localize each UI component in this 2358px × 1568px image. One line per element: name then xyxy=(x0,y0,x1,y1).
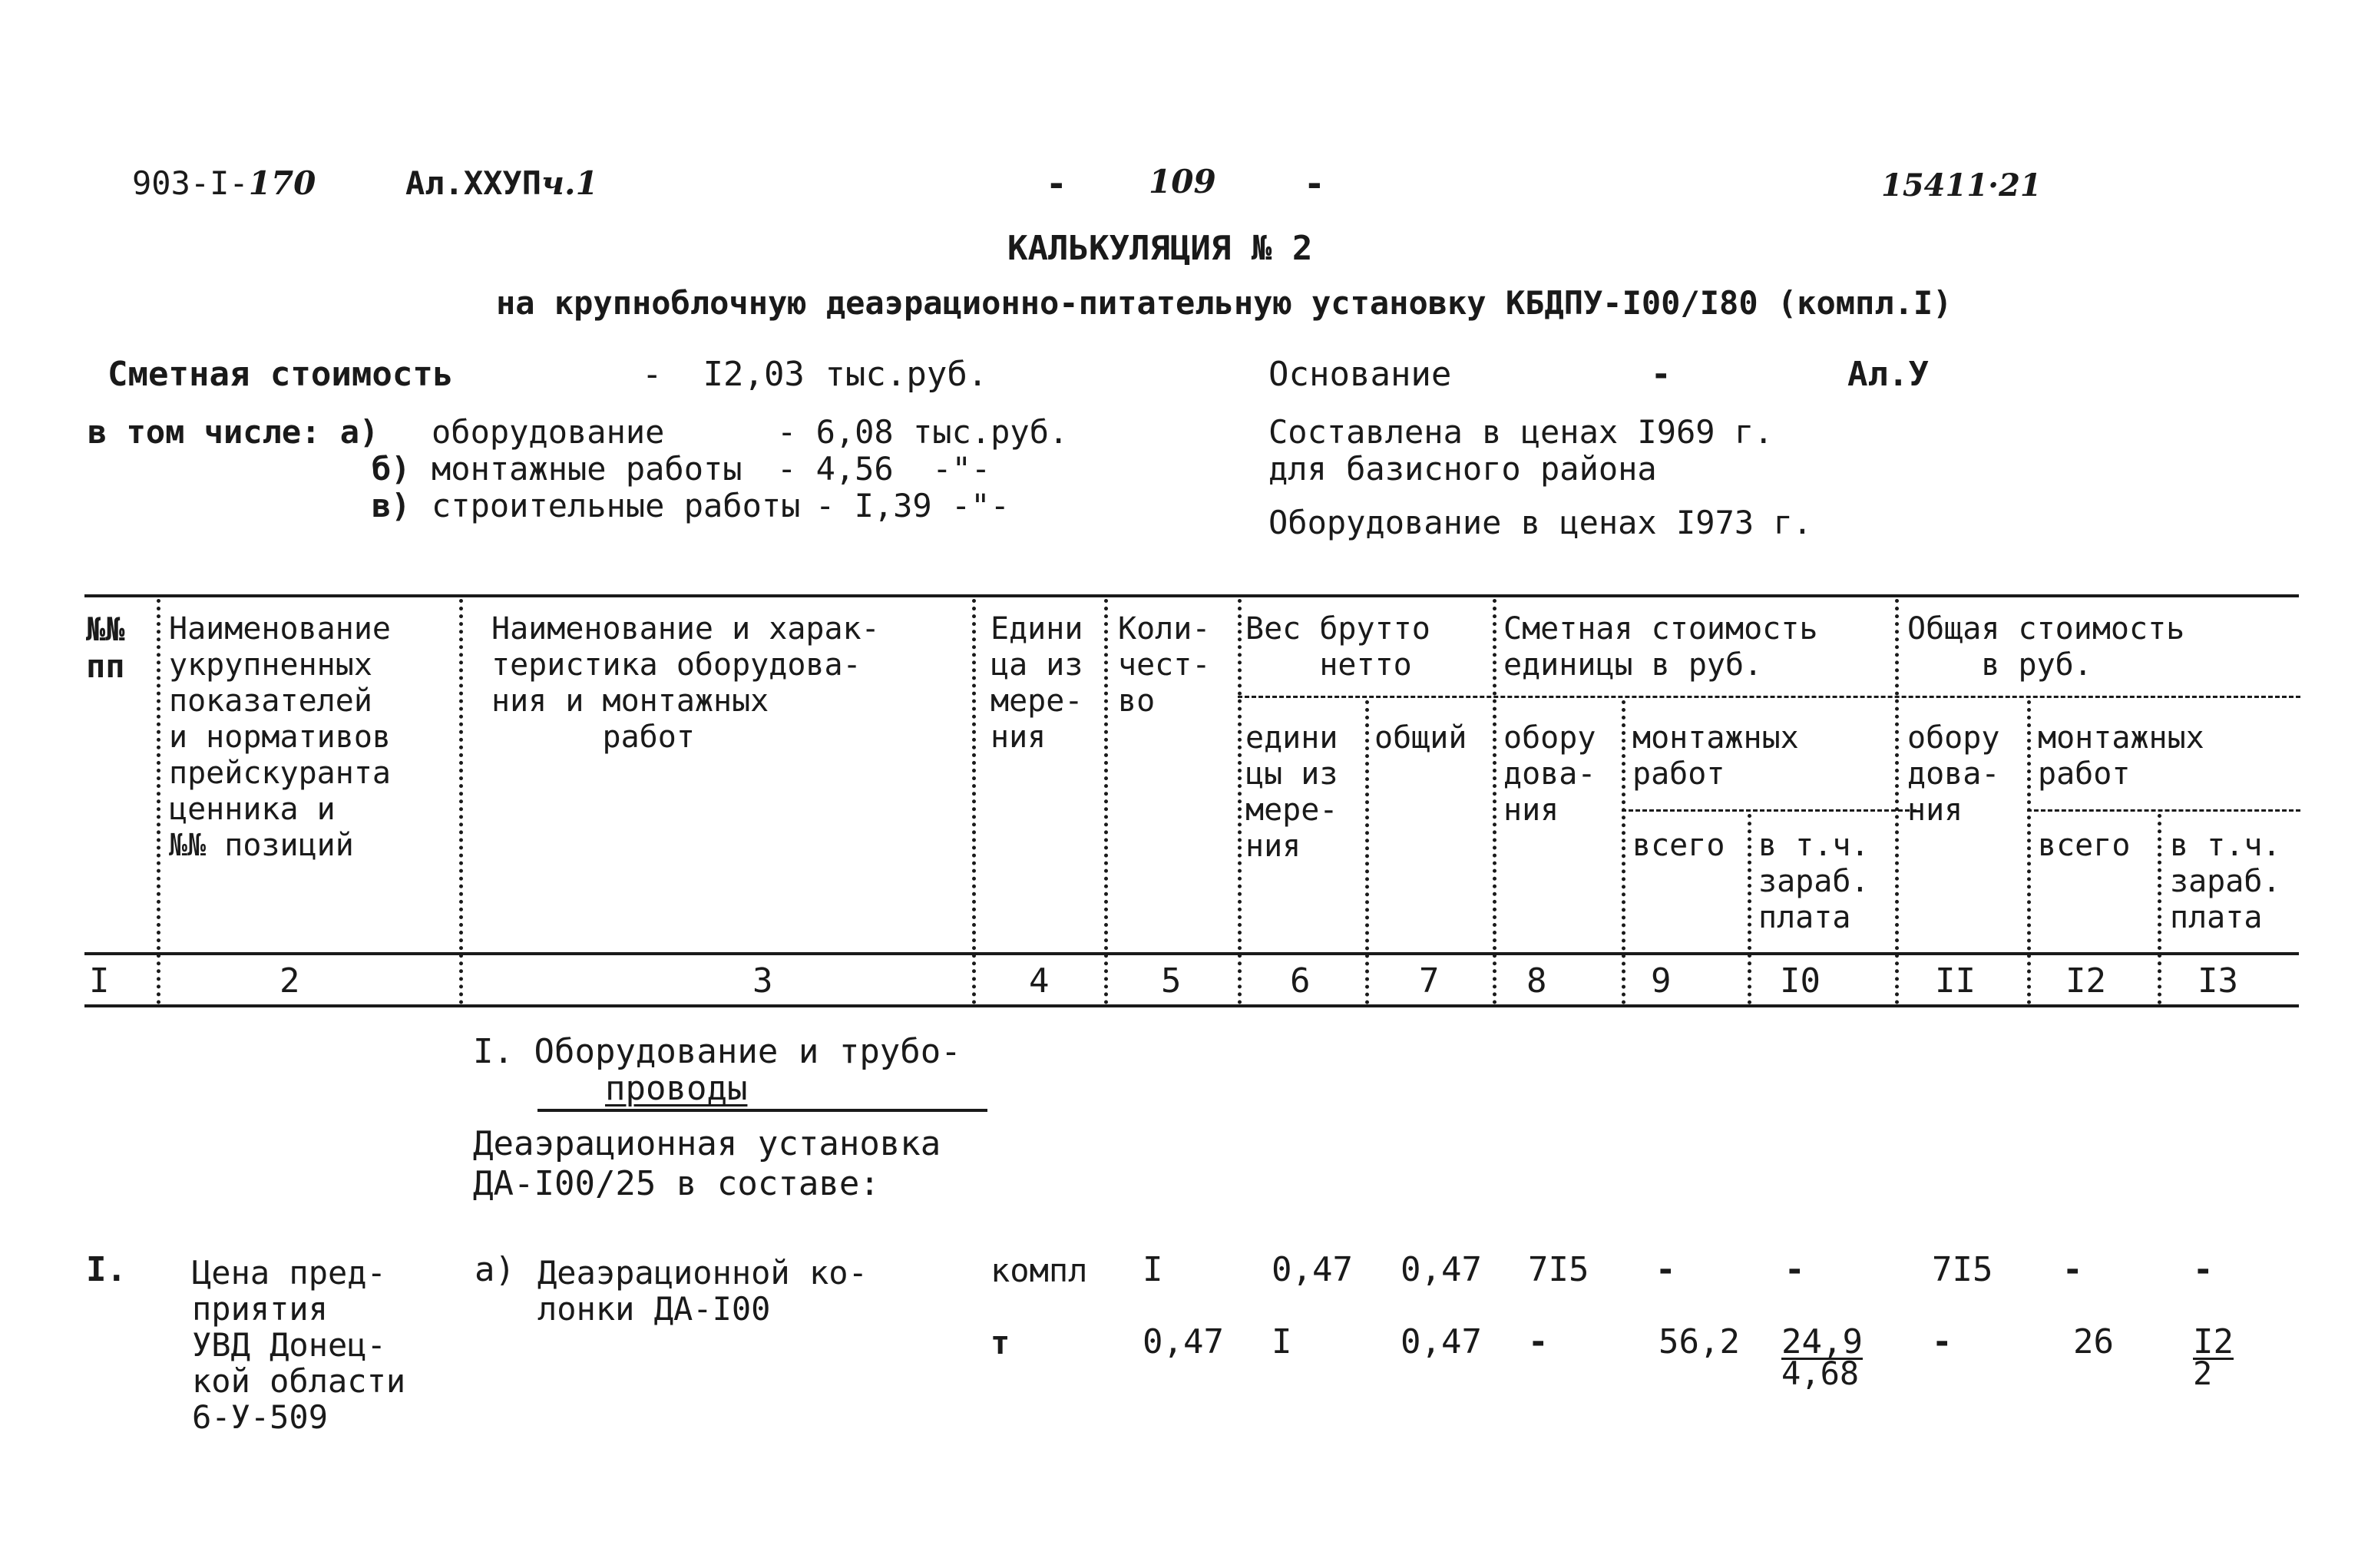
header-bottom-rule xyxy=(84,952,2299,955)
col-header-total-wages: в т.ч. зараб. плата xyxy=(2170,828,2281,935)
cost-value: - I2,03 тыс.руб. xyxy=(642,355,988,394)
col-number: I2 xyxy=(2065,961,2106,1001)
col-header-total-install-all: всего xyxy=(2038,828,2131,863)
col-sep-8 xyxy=(1622,700,1625,1004)
col-header-unit-equipment: обору дова- ния xyxy=(1503,720,1596,828)
v-marker: в) xyxy=(372,487,411,524)
col-header-total-cost: Общая стоимость в руб. xyxy=(1907,611,2185,683)
col-number: 4 xyxy=(1029,961,1050,1001)
document-title: КАЛЬКУЛЯЦИЯ № 2 xyxy=(1007,229,1313,268)
col-header-unit-install-total: всего xyxy=(1632,828,1725,863)
row-quantity: I xyxy=(1143,1250,1163,1289)
doc-code-handwritten: 170 xyxy=(248,164,316,202)
build-label: строительные работы xyxy=(432,487,801,524)
install-label: монтажные работы xyxy=(432,450,742,488)
row-equipment-total: 7I5 xyxy=(1932,1250,1993,1289)
section-title-continued: проводы xyxy=(605,1069,748,1108)
col-header-num: №№ пп xyxy=(86,610,125,685)
col-header-unit-wages: в т.ч. зараб. плата xyxy=(1758,828,1870,935)
col-number: 6 xyxy=(1290,961,1311,1001)
basis-value: Ал.У xyxy=(1847,355,1929,394)
row-wage-total: - xyxy=(2193,1250,2214,1289)
col-header-indicators: Наименование укрупненных показателей и нормативов прейскуранта ценника и №№ позиций xyxy=(169,611,391,863)
subheader-rule-total xyxy=(2027,809,2300,812)
col-header-unit: Едини ца из мере- ния xyxy=(990,611,1083,755)
subheader-rule-unit xyxy=(1622,809,1916,812)
col-header-weight-total: общий xyxy=(1374,720,1467,756)
col-number: 2 xyxy=(279,961,300,1001)
row-weight-total: 0,47 xyxy=(1401,1322,1482,1361)
album-ref xyxy=(405,164,598,202)
col-number: 8 xyxy=(1526,961,1547,1001)
equipment-prices-line: Оборудование в ценах I973 г. xyxy=(1268,504,1813,541)
col-sep-5 xyxy=(1238,599,1242,1004)
col-header-total-equipment: обору дова- ния xyxy=(1907,720,2000,828)
col-number: I3 xyxy=(2198,961,2238,1001)
doc-code-printed: 903-I- xyxy=(132,164,249,202)
row-unit: т xyxy=(990,1324,1010,1361)
col-header-unit-cost: Сметная стоимость единицы в руб. xyxy=(1503,611,1818,683)
col-number: I0 xyxy=(1780,961,1821,1001)
album-printed: Ал.XXУП xyxy=(405,164,542,202)
column-numbers-rule xyxy=(84,1004,2299,1007)
page-number: 109 xyxy=(1149,163,1216,200)
row-wage-total: I2 xyxy=(2193,1322,2234,1361)
col-sep-7 xyxy=(1493,599,1496,1004)
col-number: II xyxy=(1935,961,1976,1001)
row-weight-unit: 0,47 xyxy=(1272,1250,1353,1289)
row-equipment-unit-cost: - xyxy=(1528,1322,1549,1361)
document-subtitle: на крупноблочную деаэрационно-питательную установку КБДПУ-I00/I80 (компл.I) xyxy=(496,284,1953,322)
col-header-unit-install: монтажных работ xyxy=(1632,720,1799,792)
col-sep-11 xyxy=(2027,700,2031,1004)
basis-label: Основание xyxy=(1268,355,1452,394)
page-dash-right: - xyxy=(1304,163,1325,204)
group-title: Деаэрационная установка xyxy=(473,1124,941,1163)
cost-label: Сметная стоимость xyxy=(107,355,454,394)
col-header-equipment-name: Наименование и харак- теристика оборудова- ния и монтажных работ xyxy=(491,611,880,755)
col-sep-1 xyxy=(157,599,160,1004)
row-wage-unit-cost: 24,9 xyxy=(1781,1322,1863,1361)
row-item-name: Деаэрационной ко- лонки ДА-I00 xyxy=(537,1254,868,1328)
row-install-total: 26 xyxy=(2073,1322,2114,1361)
basis-dash: - xyxy=(1651,355,1672,394)
equipment-label: оборудование xyxy=(432,413,665,451)
row-install-unit-cost: 56,2 xyxy=(1659,1322,1740,1361)
col-sep-4 xyxy=(1104,599,1108,1004)
table-top-rule xyxy=(84,594,2299,597)
prices-line-1: Составлена в ценах I969 г. xyxy=(1268,413,1774,451)
col-sep-3 xyxy=(972,599,976,1004)
col-number: 9 xyxy=(1651,961,1672,1001)
col-header-weight: Вес брутто нетто xyxy=(1245,611,1430,683)
group-title-continued: ДА-I00/25 в составе: xyxy=(473,1164,880,1203)
col-sep-10 xyxy=(1895,599,1899,1004)
row-install-total: - xyxy=(2062,1250,2083,1289)
col-number: I xyxy=(89,961,110,1001)
row-wage-unit-cost-bottom: 4,68 xyxy=(1781,1355,1860,1392)
subheader-rule xyxy=(1238,696,2300,698)
section-title: I. Оборудование и трубо- xyxy=(473,1032,961,1071)
doc-code xyxy=(132,164,316,202)
row-unit: компл xyxy=(990,1252,1088,1289)
page-dash-left: - xyxy=(1046,163,1067,204)
row-install-unit-cost: - xyxy=(1655,1250,1676,1289)
row-source: Цена пред- приятия УВД Донец- кой области 6-У-509 xyxy=(192,1254,406,1436)
album-handwritten: ч.1 xyxy=(541,164,598,202)
section-title-underline xyxy=(537,1109,987,1112)
row-weight-total: 0,47 xyxy=(1401,1250,1482,1289)
col-number: 3 xyxy=(752,961,773,1001)
install-value: - 4,56 -"- xyxy=(777,450,991,488)
col-header-total-install: монтажных работ xyxy=(2038,720,2204,792)
including-label: в том числе: а) xyxy=(88,413,379,451)
row-wage-total-bottom: 2 xyxy=(2193,1355,2213,1392)
col-sep-9 xyxy=(1748,814,1751,1004)
col-sep-6 xyxy=(1365,700,1369,1004)
row-marker: а) xyxy=(475,1250,515,1289)
row-weight-unit: I xyxy=(1272,1322,1292,1361)
row-quantity: 0,47 xyxy=(1143,1322,1224,1361)
prices-line-2: для базисного района xyxy=(1268,450,1657,488)
build-value: - I,39 -"- xyxy=(815,487,1010,524)
col-sep-12 xyxy=(2158,814,2161,1004)
row-equipment-total: - xyxy=(1932,1322,1953,1361)
row-number: I. xyxy=(86,1250,127,1289)
equipment-value: - 6,08 тыс.руб. xyxy=(777,413,1069,451)
col-number: 5 xyxy=(1161,961,1182,1001)
col-sep-2 xyxy=(459,599,463,1004)
col-header-weight-unit: едини цы из мере- ния xyxy=(1245,720,1338,864)
col-number: 7 xyxy=(1419,961,1440,1001)
row-wage-unit-cost: - xyxy=(1784,1250,1805,1289)
row-equipment-unit-cost: 7I5 xyxy=(1528,1250,1589,1289)
archive-number: 15411·21 xyxy=(1881,167,2042,203)
col-header-quantity: Коли- чест- во xyxy=(1118,611,1211,719)
b-marker: б) xyxy=(372,450,411,488)
